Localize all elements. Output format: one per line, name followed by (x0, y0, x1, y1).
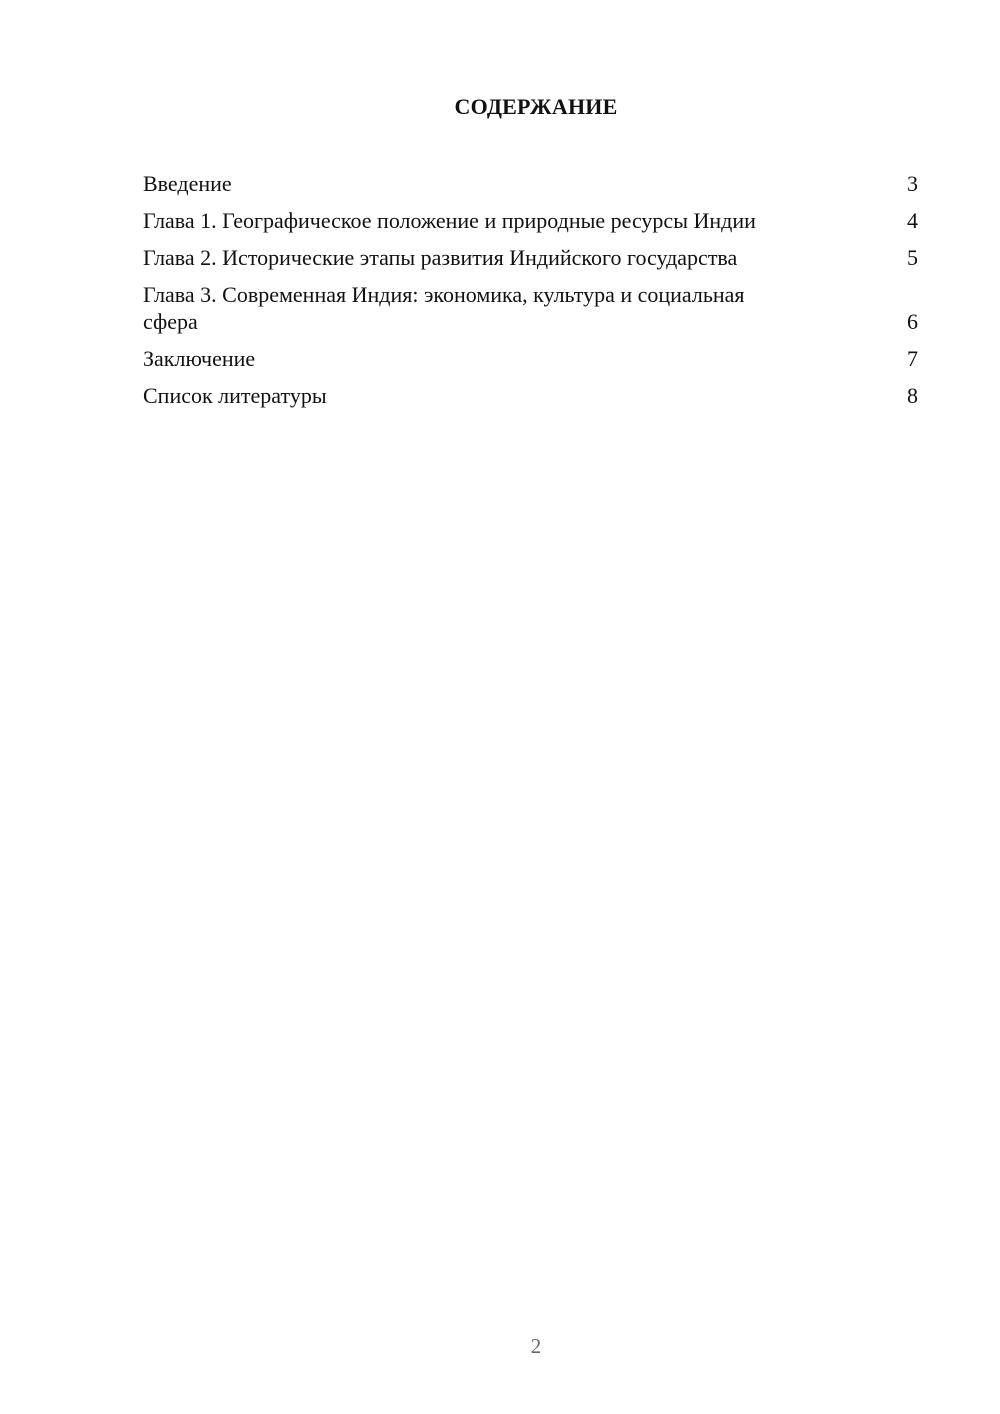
toc-entry (143, 345, 918, 372)
toc-entry-page: 7 (907, 346, 918, 371)
toc-entry (143, 281, 918, 335)
toc-entry (143, 244, 918, 271)
toc-entry (143, 170, 918, 197)
toc-list (143, 170, 918, 419)
toc-entry-title: Список литературы (143, 383, 327, 408)
toc-entry-title: Введение (143, 171, 232, 196)
toc-entry-title: Глава 1. Географическое положение и природные ресурсы Индии (143, 208, 756, 233)
toc-entry-page: 8 (907, 383, 918, 408)
toc-entry-page: 4 (907, 208, 918, 233)
page-number: 2 (530, 1334, 542, 1358)
toc-entry-title: Заключение (143, 346, 256, 371)
toc-entry-page: 5 (907, 245, 918, 270)
toc-entry-page: 6 (907, 309, 918, 334)
toc-entry-title: Глава 2. Исторические этапы развития Индийского государства (143, 245, 738, 270)
toc-entry (143, 382, 918, 409)
toc-heading: СОДЕРЖАНИЕ (454, 94, 618, 119)
toc-entry-title: Глава 3. Современная Индия: экономика, культура и социальная сфера (143, 282, 745, 334)
toc-entry (143, 207, 918, 234)
toc-entry-page: 3 (907, 171, 918, 196)
